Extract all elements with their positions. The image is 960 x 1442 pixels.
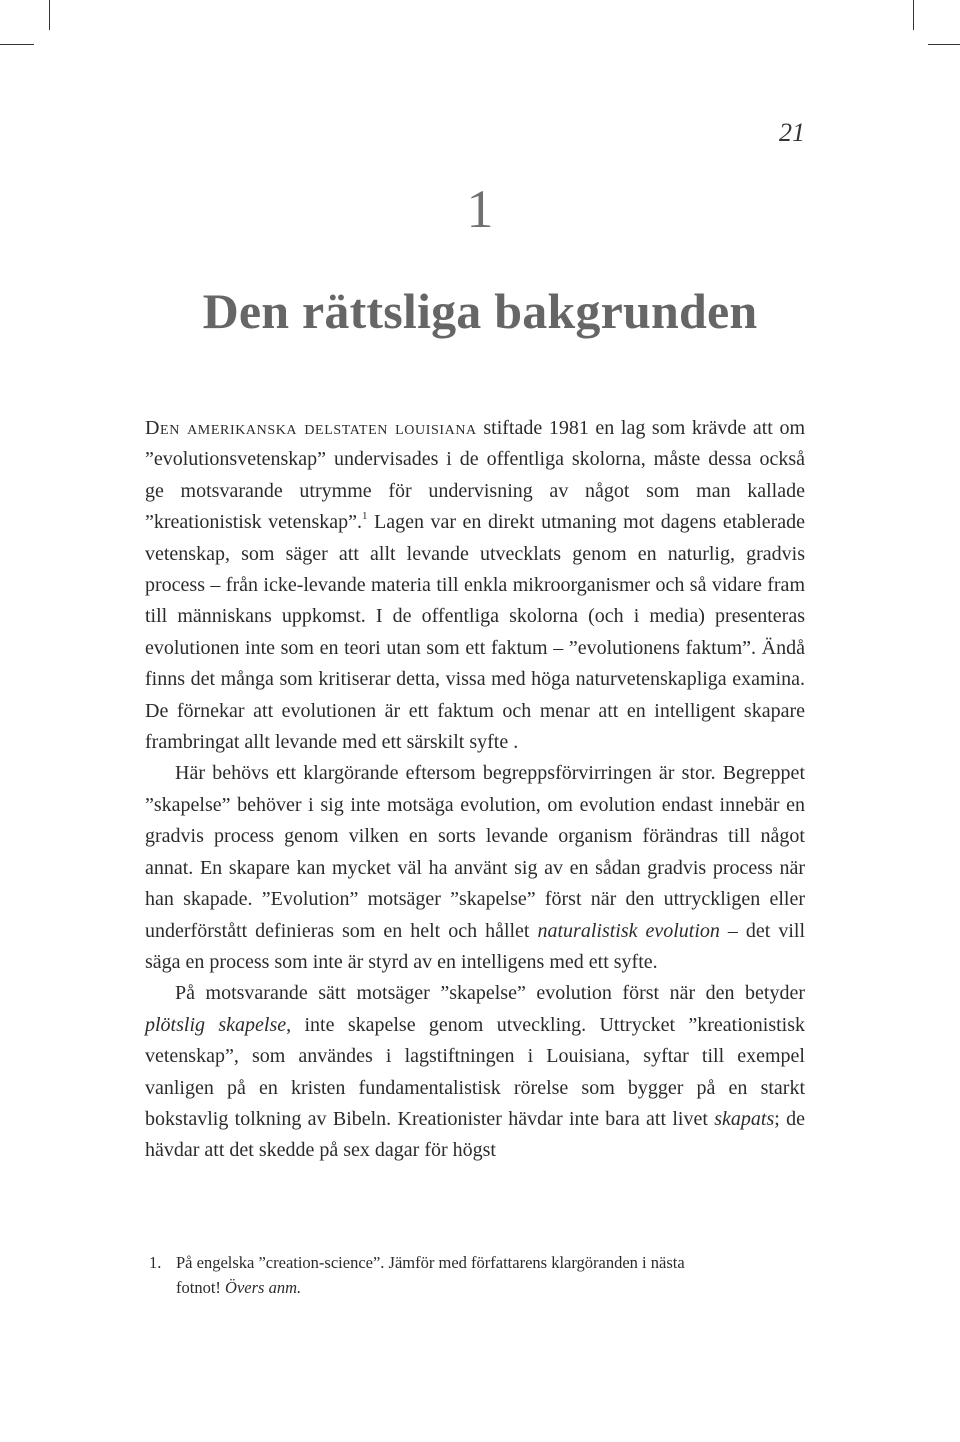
crop-mark-top-right	[928, 44, 960, 45]
paragraph-text: – det vill säga en process som inte är styrd av en intelligens med ett syfte.	[145, 919, 805, 973]
paragraph-text: Lagen var en direkt utmaning mot dagens etablerade vetenskap, som säger att allt levande utvecklats genom en naturlig, gradvis process – från icke-levande materia till enkla mikroorganismer och så vidare fram till människans uppkomst. I de offentliga skolorna (och i media) presenteras evolutionen inte som en teori utan som ett faktum – ”evolutionens faktum”. Ändå finns det många som kritiserar detta, vissa med höga naturvetenskapliga examina. De förnekar att evolutionen är ett faktum och menar att en intelligent skapare frambringat allt levande med ett särskilt syfte .	[145, 511, 806, 754]
paragraph-text: stiftade 1981 en lag som krävde att om ”evolutionsvetenskap” undervisades i de offentliga skolorna, måste dessa också ge motsvarande utrymme för undervisning av något som man kallade ”kreationistisk vetenskap”.	[145, 417, 805, 534]
footnote-line	[149, 1250, 805, 1275]
paragraph-text: ; de hävdar att det skedde på sex dagar för högst	[145, 1107, 805, 1162]
paragraph-text: På motsvarande sätt motsäger ”skapelse” evolution först när den betyder	[175, 982, 805, 1005]
chapter-number: 1	[466, 179, 494, 239]
chapter-title: Den rättsliga bakgrunden	[202, 283, 758, 339]
crop-mark-top-right-vertical	[913, 0, 914, 30]
emphasis-text: skapats	[714, 1107, 775, 1130]
footnote-continuation: fotnot!	[176, 1278, 226, 1297]
paragraph-lead-in: Den amerikanska delstaten louisiana	[145, 417, 477, 439]
footnote	[149, 1250, 805, 1300]
footnote-continuation-line	[149, 1275, 805, 1300]
page-number: 21	[779, 118, 805, 147]
paragraph-3	[145, 978, 805, 1166]
crop-mark-top-left-vertical	[49, 0, 50, 30]
body-text	[145, 413, 805, 1167]
paragraph-2	[145, 758, 805, 978]
crop-mark-top-left	[0, 44, 34, 45]
footnote-number: 1.	[149, 1253, 162, 1272]
paragraph-1	[145, 413, 805, 758]
footnote-reference: 1	[362, 510, 368, 523]
footnote-attribution: Övers anm.	[225, 1278, 302, 1297]
paragraph-text: Här behövs ett klargörande eftersom begreppsförvirringen är stor. Begreppet ”skapelse” behöver i sig inte motsäga evolution, om evolution endast innebär en gradvis process genom vilken en sorts levande organism förändras till något annat. En skapare kan mycket väl ha använt sig av en sådan gradvis process när han skapade. ”Evolution” motsäger ”skapelse” först när den uttryckligen eller underförstått definieras som en helt och hållet	[145, 762, 805, 942]
emphasis-text: naturalistisk evolution	[537, 919, 720, 942]
footnote-text: På engelska ”creation-science”. Jämför med författarens klargöranden i nästa	[176, 1253, 685, 1272]
emphasis-text: plötslig skapelse	[145, 1013, 287, 1036]
paragraph-text: , inte skapelse genom utveckling. Uttrycket ”kreationistisk vetenskap”, som användes i lagstiftningen i Louisiana, syftar till exempel vanligen på en kristen fundamentalistisk rörelse som bygger på en starkt bokstavlig tolkning av Bibeln. Kreationister hävdar inte bara att livet	[145, 1013, 805, 1130]
